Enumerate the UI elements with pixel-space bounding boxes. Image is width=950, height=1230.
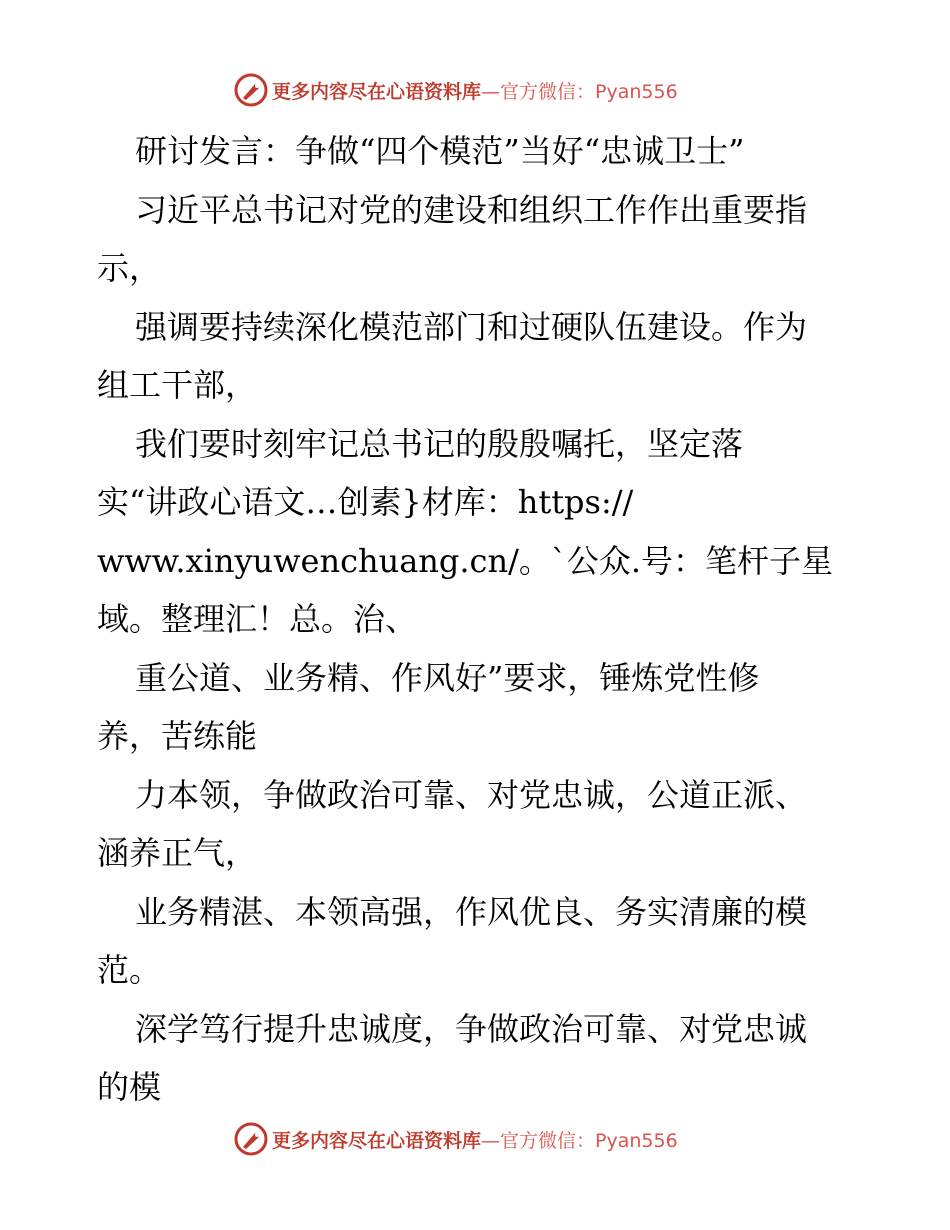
text-line: 养，苦练能 <box>97 717 258 755</box>
watermark-suffix: —官方微信：Pyan556 <box>481 1129 678 1152</box>
watermark-header <box>234 73 714 107</box>
text-line: 强调要持续深化模范部门和过硬队伍建设。作为 <box>135 307 808 346</box>
text-line: 涵养正气， <box>97 834 258 872</box>
document-title: 研讨发言：争做“四个模范”当好“忠诚卫士” <box>135 132 745 170</box>
text-line: www.xinyuwenchuang.cn/。`公众.号：笔杆子星 <box>97 541 834 580</box>
text-line: 示， <box>97 249 162 287</box>
text-line: 重公道、业务精、作风好”要求，锤炼党性修 <box>135 658 760 697</box>
watermark-suffix: —官方微信：Pyan556 <box>481 80 678 103</box>
text-line: 组工干部， <box>97 366 258 404</box>
text-line: 范。 <box>97 951 162 989</box>
watermark-prefix: 更多内容尽在心语资料库 <box>272 80 482 103</box>
text-line: 业务精湛、本领高强，作风优良、务实清廉的模 <box>135 892 808 931</box>
text-line: 力本领，争做政治可靠、对党忠诚，公道正派、 <box>135 775 808 814</box>
text-line: 深学笃行提升忠诚度，争做政治可靠、对党忠诚 <box>135 1009 808 1048</box>
text-line: 的模 <box>97 1068 162 1106</box>
pen-nib-icon <box>234 73 268 107</box>
watermark-footer <box>234 1122 714 1156</box>
text-line: 域。整理汇！总。治、 <box>97 600 418 638</box>
document-body <box>97 122 867 1117</box>
text-line: 实“讲政心语文…创素}材库：https:// <box>97 483 634 521</box>
text-line: 我们要时刻牢记总书记的殷殷嘱托，坚定落 <box>135 424 744 463</box>
text-line: 习近平总书记对党的建设和组织工作作出重要指 <box>135 190 808 229</box>
watermark-prefix: 更多内容尽在心语资料库 <box>272 1129 482 1152</box>
pen-nib-icon <box>234 1122 268 1156</box>
